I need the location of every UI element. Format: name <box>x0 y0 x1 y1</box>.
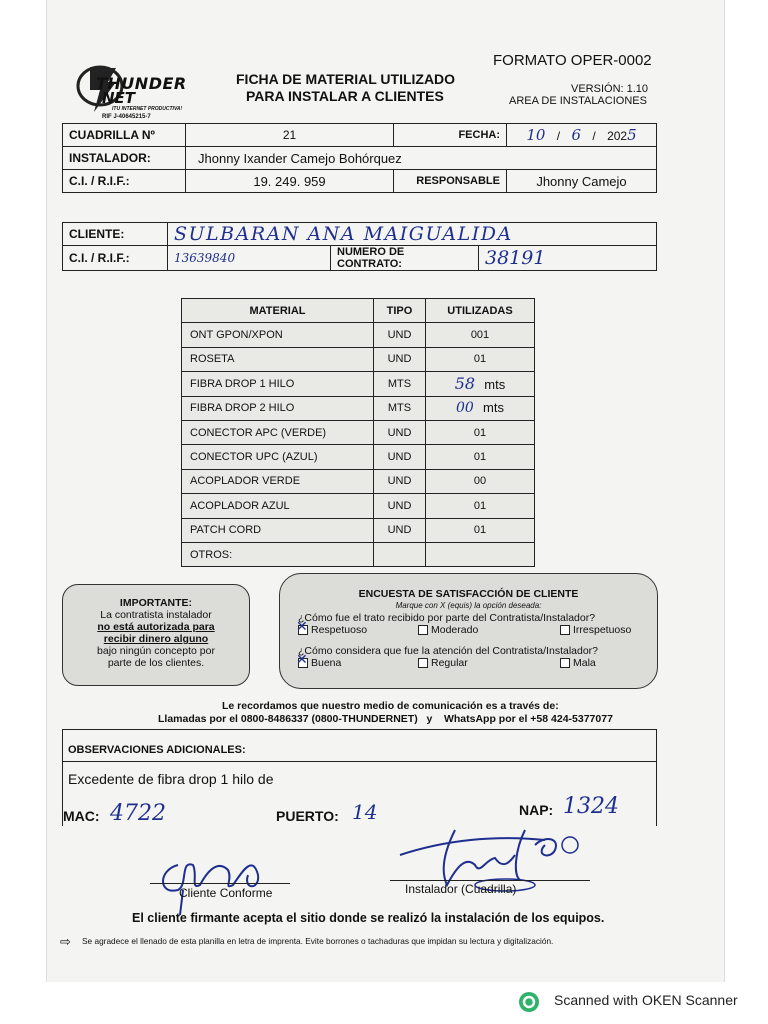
arrow-icon: ⇨ <box>60 934 71 949</box>
crew-table <box>62 123 657 193</box>
ci-value: 19. 249. 959 <box>186 170 394 193</box>
instalador-value: Jhonny Ixander Camejo Bohórquez <box>186 147 657 170</box>
material-qty <box>426 372 535 396</box>
contrato-label: NUMERO DE CONTRATO: <box>331 246 479 271</box>
qty-unit: mts <box>484 377 506 393</box>
material-tipo: MTS <box>374 396 426 420</box>
material-tipo: UND <box>374 494 426 518</box>
survey-q1: ¿Cómo fue el trato recibido por parte del Contratista/Instalador? <box>298 612 596 624</box>
material-tipo: UND <box>374 420 426 444</box>
material-name: ACOPLADOR AZUL <box>182 494 374 518</box>
satisfaction-survey <box>279 573 658 689</box>
survey-title: ENCUESTA DE SATISFACCIÓN DE CLIENTE <box>358 588 579 600</box>
materials-header-row <box>182 299 535 323</box>
material-qty <box>426 542 535 566</box>
qty-value: 00 <box>456 400 474 417</box>
qty-value: 00 <box>473 475 487 488</box>
qty-value: 01 <box>473 451 487 464</box>
fecha-month: 6 <box>571 126 582 144</box>
puerto-value: 14 <box>352 800 378 824</box>
client-ci-label: C.I. / R.I.F.: <box>63 246 168 271</box>
q1-option-irrespetuoso[interactable]: Irrespetuoso <box>560 624 631 636</box>
installer-signature-label: Instalador (Cuadrilla) <box>405 882 517 896</box>
cuadrilla-label: CUADRILLA Nº <box>63 124 186 147</box>
q2-option-mala[interactable]: Mala <box>560 657 596 669</box>
mac-label: MAC: <box>63 808 100 824</box>
logo-tagline: ITU INTERNET PRODUCTIVA! <box>112 106 183 112</box>
table-row <box>182 542 535 566</box>
observations-text: Excedente de fibra drop 1 hilo de <box>68 771 274 787</box>
col-utilizadas: UTILIZADAS <box>426 299 535 323</box>
material-name: FIBRA DROP 1 HILO <box>182 372 374 396</box>
checkbox-checked-icon: ✕ <box>296 618 308 635</box>
table-row <box>182 323 535 347</box>
logo-rif: RIF J-40645215-7 <box>102 114 151 120</box>
fecha-year-suffix: 5 <box>627 126 637 144</box>
observations-label: OBSERVACIONES ADICIONALES: <box>68 744 246 756</box>
table-row <box>182 469 535 493</box>
material-tipo: UND <box>374 323 426 347</box>
material-qty <box>426 518 535 542</box>
nap-value: 1324 <box>563 794 619 819</box>
company-logo <box>72 60 207 122</box>
qty-unit: mts <box>483 400 504 416</box>
material-qty <box>426 445 535 469</box>
table-row <box>182 420 535 444</box>
material-tipo: UND <box>374 347 426 371</box>
materials-table <box>181 298 535 567</box>
material-name: CONECTOR UPC (AZUL) <box>182 445 374 469</box>
installer-signature-line <box>390 880 590 881</box>
scanner-logo-icon <box>518 991 540 1013</box>
responsable-value: Jhonny Camejo <box>507 170 657 193</box>
client-ci-value: 13639840 <box>168 246 331 271</box>
important-line5: parte de los clientes. <box>107 657 205 669</box>
logo-word-thunder: THUNDER <box>96 74 187 93</box>
acceptance-text: El cliente firmante acepta el sitio donde se realizó la instalación de los equipos. <box>132 911 605 925</box>
q2-option-regular[interactable]: Regular <box>418 657 468 669</box>
checkbox-icon <box>560 658 570 668</box>
table-row <box>182 372 535 396</box>
material-qty <box>426 347 535 371</box>
important-notice <box>62 584 250 686</box>
instalador-label: INSTALADOR: <box>63 147 186 170</box>
q1-option-moderado[interactable]: Moderado <box>418 624 478 636</box>
important-line1: La contratista instalador <box>100 609 212 621</box>
survey-q2: ¿Cómo considera que fue la atención del Contratista/Instalador? <box>298 645 599 657</box>
version-text: VERSIÓN: 1.10 <box>571 83 649 95</box>
fecha-value: 10 / 6 / 2025 <box>507 124 657 147</box>
client-signature-label: Cliente Conforme <box>179 886 273 900</box>
material-name: ONT GPON/XPON <box>182 323 374 347</box>
material-tipo: UND <box>374 445 426 469</box>
mac-value: 4722 <box>110 801 166 826</box>
material-name: ACOPLADOR VERDE <box>182 469 374 493</box>
material-qty <box>426 323 535 347</box>
table-row <box>182 445 535 469</box>
area-text: AREA DE INSTALACIONES <box>509 95 647 107</box>
table-row <box>182 347 535 371</box>
footer-note: Se agradece el llenado de esta planilla en letra de imprenta. Evite borrones o tachaduras que impidan su lectura y digitalización. <box>82 936 554 946</box>
nap-label: NAP: <box>519 802 554 818</box>
important-title: IMPORTANTE: <box>119 597 193 609</box>
contrato-value: 38191 <box>479 246 657 271</box>
cuadrilla-value: 21 <box>186 124 394 147</box>
important-line4: bajo ningún concepto por <box>97 645 215 657</box>
client-table <box>62 222 657 271</box>
responsable-label: RESPONSABLE <box>394 170 507 193</box>
material-qty <box>426 469 535 493</box>
col-material: MATERIAL <box>182 299 374 323</box>
material-name: CONECTOR APC (VERDE) <box>182 420 374 444</box>
logo-word-net: NET <box>102 89 136 107</box>
important-line3: recibir dinero alguno <box>103 633 209 645</box>
material-tipo: MTS <box>374 372 426 396</box>
checkbox-icon <box>418 625 428 635</box>
puerto-label: PUERTO: <box>276 808 339 824</box>
qty-value: 58 <box>454 374 476 394</box>
format-code: FORMATO OPER-0002 <box>493 52 652 69</box>
important-line2: no está autorizada para <box>97 621 215 633</box>
material-tipo: UND <box>374 469 426 493</box>
ci-label: C.I. / R.I.F.: <box>63 170 186 193</box>
table-row <box>182 494 535 518</box>
fecha-label: FECHA: <box>394 124 507 147</box>
fecha-year-prefix: 202 <box>607 129 628 143</box>
document-title-line2: PARA INSTALAR A CLIENTES <box>246 88 444 104</box>
qty-value: 01 <box>473 499 487 512</box>
material-name: ROSETA <box>182 347 374 371</box>
client-signature-line <box>150 883 290 884</box>
survey-subtitle: Marque con X (equis) la opción deseada: <box>395 601 542 610</box>
observations-divider <box>62 761 657 762</box>
material-tipo: UND <box>374 518 426 542</box>
checkbox-icon <box>560 625 570 635</box>
table-row <box>182 396 535 420</box>
material-qty <box>426 494 535 518</box>
qty-value: 01 <box>473 524 487 537</box>
cliente-value: SULBARAN ANA MAIGUALIDA <box>168 223 657 246</box>
fecha-day: 10 <box>526 126 546 144</box>
material-qty <box>426 396 535 420</box>
document-title-line1: FICHA DE MATERIAL UTILIZADO <box>236 71 456 87</box>
material-name: PATCH CORD <box>182 518 374 542</box>
qty-value: 001 <box>470 329 490 342</box>
q2-option-buena[interactable]: ✕ Buena <box>296 651 342 669</box>
material-tipo <box>374 542 426 566</box>
client-signature <box>148 835 278 915</box>
checkbox-checked-icon: ✕ <box>296 651 308 668</box>
material-qty <box>426 420 535 444</box>
qty-value: 01 <box>473 353 487 366</box>
material-name: OTROS: <box>182 542 374 566</box>
q1-option-respetuoso[interactable]: ✕ Respetuoso <box>296 618 368 636</box>
scanner-text: Scanned with OKEN Scanner <box>554 992 738 1008</box>
col-tipo: TIPO <box>374 299 426 323</box>
checkbox-icon <box>418 658 428 668</box>
qty-value: 01 <box>473 426 487 439</box>
cliente-label: CLIENTE: <box>63 223 168 246</box>
material-name: FIBRA DROP 2 HILO <box>182 396 374 420</box>
table-row <box>182 518 535 542</box>
contact-line2: Llamadas por el 0800-8486337 (0800-THUNDERNET) y WhatsApp por el +58 424-5377077 <box>158 713 613 725</box>
contact-line1: Le recordamos que nuestro medio de comunicación es a través de: <box>222 700 559 712</box>
